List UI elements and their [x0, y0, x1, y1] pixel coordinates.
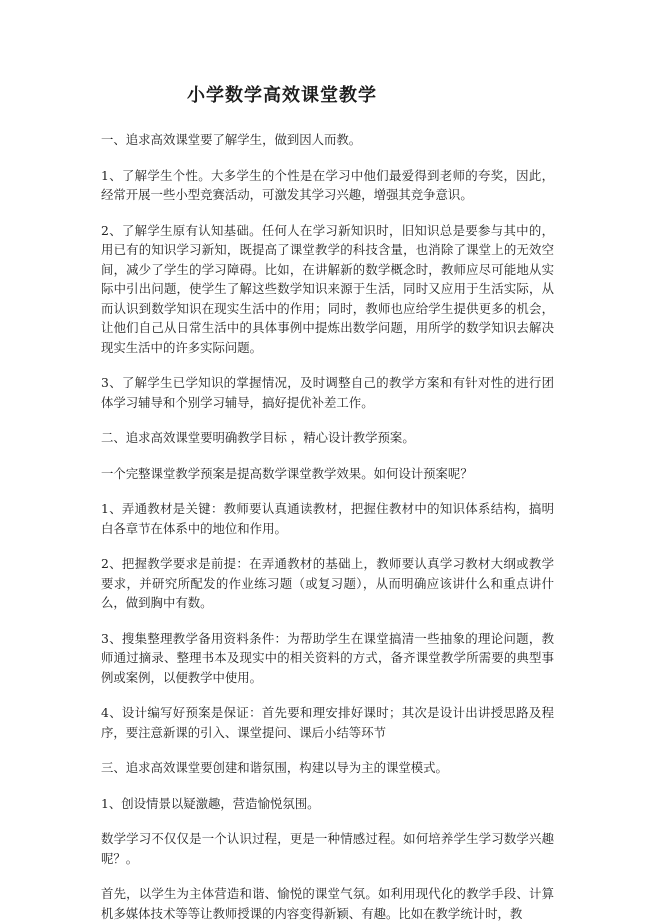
paragraph: 3、搜集整理教学备用资料条件：为帮助学生在课堂搞清一些抽象的理论问题，教师通过摘录、整理书本及现实中的相关资料的方式，备齐课堂教学所需要的典型事例或案例，以便教学中使用。 — [101, 630, 554, 685]
paragraph: 首先，以学生为主体营造和谐、愉悦的课堂气氛。如利用现代化的教学手段、计算机多媒体技术等等让教师授课的内容变得新颖、有趣。比如在教学统计时，教 — [101, 886, 554, 921]
paragraph: 1、弄通教材是关键：教师要认真通读教材，把握住教材中的知识体系结构，搞明白各章节在体系中的地位和作用。 — [101, 501, 554, 536]
document-title: 小学数学高效课堂教学 — [187, 85, 377, 106]
paragraph: 1、创设情景以疑激趣，营造愉悦氛围。 — [101, 795, 320, 811]
paragraph: 2、把握教学要求是前提：在弄通教材的基础上，教师要认真学习教材大纲或教学要求，并研究所配发的作业练习题（或复习题），从而明确应该讲什么和重点讲什么，做到胸中有数。 — [101, 556, 554, 610]
paragraph: 一个完整课堂教学预案是提高数学课堂教学效果。如何设计预案呢？ — [101, 465, 473, 481]
paragraph: 1、了解学生个性。大多学生的个性是在学习中他们最爱得到老师的夸奖，因此，经常开展一些小型竞赛活动，可激发其学习兴趣，增强其竞争意识。 — [101, 167, 554, 202]
paragraph: 二、追求高效课堂要明确教学目标 ，精心设计教学预案。 — [101, 430, 415, 445]
paragraph: 2、了解学生原有认知基础。任何人在学习新知识时，旧知识总是要参与其中的，用已有的知识学习新知，既提高了课堂教学的科技含量，也消除了课堂上的无效空间，减少了学生的学习障碍。比如，在讲解新的数学概念时，教师应尽可能地从实际中引出问题，使学生了解这些数学知识来源于生活，同时又应用于生活实际，从而认识到数学知识在现实生活中的作用；同时，教师也应给学生提供更多的机会，让他们自己从日常生活中的具体事例中提炼出数学问题，用所学的数学知识去解决现实生活中的许多实际问题。 — [101, 222, 554, 355]
paragraph: 3、了解学生已学知识的掌握情况，及时调整自己的教学方案和有针对性的进行团体学习辅导和个别学习辅导，搞好提优补差工作。 — [101, 375, 554, 410]
paragraph: 一、追求高效课堂要了解学生，做到因人而教。 — [101, 132, 362, 147]
paragraph: 4、设计编写好预案是保证：首先要和理安排好课时；其次是设计出讲授思路及程序，要注意新课的引入、课堂提问、课后小结等环节 — [101, 705, 554, 740]
paragraph: 三、追求高效课堂要创建和谐氛围，构建以导为主的课堂模式。 — [101, 760, 448, 775]
paragraph: 数学学习不仅仅是一个认识过程，更是一种情感过程。如何培养学生学习数学兴趣呢？。 — [101, 831, 554, 866]
